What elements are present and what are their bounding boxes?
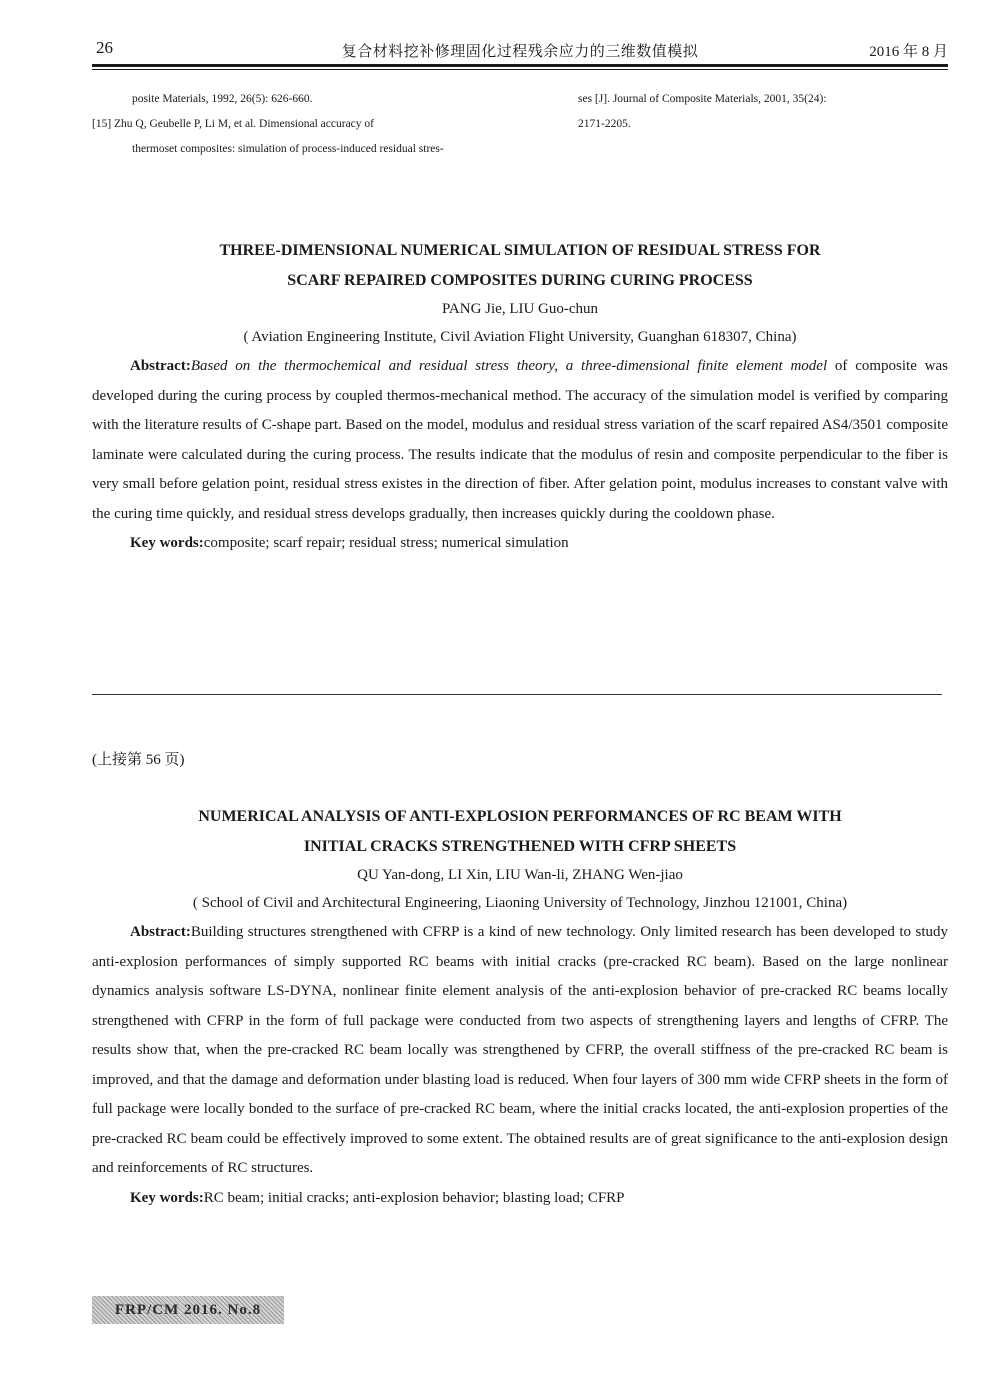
abstract-label: Abstract: bbox=[130, 358, 191, 374]
keywords-label: Key words: bbox=[130, 1189, 204, 1206]
abstract-text: of composite was developed during the curing process by coupled thermos-mechanical method. The accuracy of the simulation model is verified by comparing with the literature results of C-shape part. Based on the model, modulus and residual stress variation of the scarf repaired AS4/3501 composite laminate were calculated during the curing process. The results indicate that the modulus of resin and composite perpendicular to the fiber is very small before gelation point, residual stress existes in the direction of fiber. After gelation point, modulus increases to constant valve with the curing time quickly, and residual stress develops gradually, then increases quickly during the cooldown phase. bbox=[92, 358, 948, 522]
keywords-label: Key words: bbox=[130, 535, 204, 551]
article-title-line: THREE-DIMENSIONAL NUMERICAL SIMULATION OF RESIDUAL STRESS FOR bbox=[219, 242, 821, 259]
footer-journal-badge: FRP/CM 2016. No.8 bbox=[92, 1296, 284, 1324]
section-divider bbox=[92, 694, 942, 695]
article-title-line: SCARF REPAIRED COMPOSITES DURING CURING PROCESS bbox=[287, 272, 753, 289]
header-rule-thick bbox=[92, 64, 948, 67]
abstract-label: Abstract: bbox=[130, 924, 191, 940]
abstract-paragraph bbox=[92, 352, 948, 529]
header-rule-thin bbox=[92, 69, 948, 70]
running-title: 复合材料挖补修理固化过程残余应力的三维数值模拟 bbox=[341, 44, 699, 60]
keywords-line bbox=[92, 529, 948, 559]
article-authors: QU Yan-dong, LI Xin, LIU Wan-li, ZHANG Wen-jiao bbox=[357, 867, 683, 883]
article-affiliation: ( School of Civil and Architectural Engineering, Liaoning University of Technology, Jinzhou 121001, China) bbox=[192, 895, 848, 911]
reference-line: posite Materials, 1992, 26(5): 626-660. bbox=[132, 93, 313, 105]
abstract-italic-text: Based on the thermochemical and residual stress theory, a three-dimensional finite element model bbox=[190, 358, 828, 374]
article-authors: PANG Jie, LIU Guo-chun bbox=[441, 301, 599, 317]
article-affiliation: ( Aviation Engineering Institute, Civil Aviation Flight University, Guanghan 618307, China) bbox=[243, 329, 797, 345]
page-number: 26 bbox=[96, 38, 113, 57]
article-2-english-abstract bbox=[92, 802, 948, 1213]
keywords-text: RC beam; initial cracks; anti-explosion behavior; blasting load; CFRP bbox=[203, 1189, 625, 1206]
references-right-column bbox=[578, 87, 948, 137]
issue-date: 2016 年 8 月 bbox=[869, 44, 948, 60]
abstract-text: Building structures strengthened with CFRP is a kind of new technology. Only limited research has been developed to study anti-explosion performances of simply supported RC beams with initial cracks (pre-cracked RC beam). Based on the large nonlinear dynamics analysis software LS-DYNA, nonlinear finite element analysis of the anti-explosion behavior of pre-cracked RC beams locally strengthened with CFRP in the form of full package were conducted from two aspects of strengthening layers and lengths of CFRP. The results show that, when the pre-cracked RC beam locally was strengthened by CFRP, the overall stiffness of the pre-cracked RC beam is improved, and that the damage and deformation under blasting load is reduced. When four layers of 300 mm wide CFRP sheets in the form of full package were locally bonded to the surface of pre-cracked RC beam, where the initial cracks located, the anti-explosion properties of the pre-cracked RC beam could be effectively improved to some extent. The obtained results are of great significance to the anti-explosion design and reinforcements of RC structures. bbox=[92, 924, 948, 1176]
abstract-paragraph bbox=[92, 918, 948, 1184]
references-left-column bbox=[92, 87, 507, 162]
reference-line: thermoset composites: simulation of process-induced residual stres- bbox=[132, 143, 444, 155]
keywords-text: composite; scarf repair; residual stress; numerical simulation bbox=[203, 535, 569, 551]
article-title-line: NUMERICAL ANALYSIS OF ANTI-EXPLOSION PERFORMANCES OF RC BEAM WITH bbox=[198, 808, 842, 825]
reference-line: ses [J]. Journal of Composite Materials, 2001, 35(24): bbox=[578, 93, 827, 105]
reference-line: 2171-2205. bbox=[578, 118, 631, 130]
keywords-line bbox=[92, 1184, 948, 1214]
article-1-english-abstract bbox=[92, 236, 948, 559]
running-header bbox=[92, 38, 948, 64]
article-title-line: INITIAL CRACKS STRENGTHENED WITH CFRP SHEETS bbox=[303, 838, 737, 855]
continued-from-note: (上接第 56 页) bbox=[92, 752, 185, 768]
reference-line: [15] Zhu Q, Geubelle P, Li M, et al. Dimensional accuracy of bbox=[92, 118, 374, 130]
